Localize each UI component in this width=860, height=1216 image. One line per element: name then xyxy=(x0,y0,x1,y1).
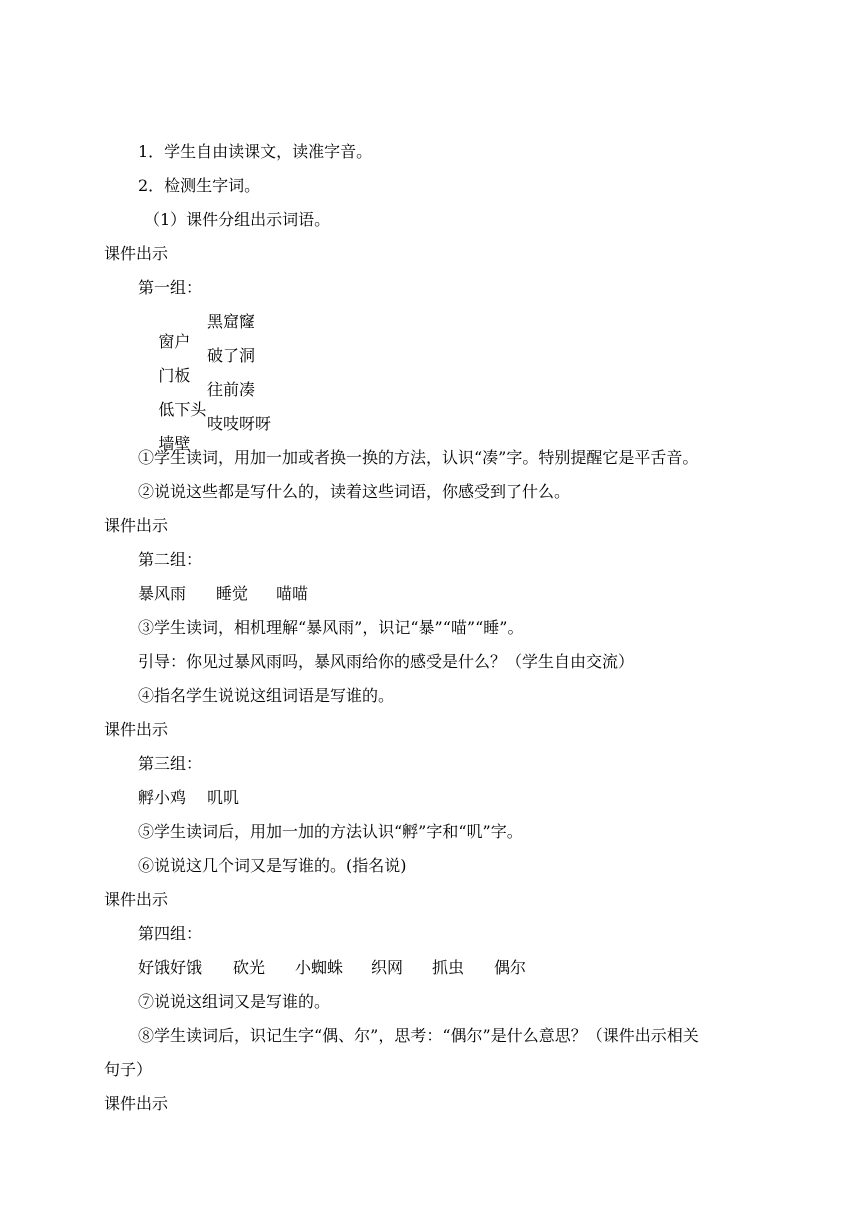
paragraph-item-5: ⑤学生读词后，用加一加的方法认识“孵”字和“叽”字。 xyxy=(138,822,523,841)
word: 砍光 xyxy=(233,958,266,977)
paragraph-item-2: ②说说这些都是写什么的，读着这些词语，你感受到了什么。 xyxy=(138,482,571,501)
courseware-label: 课件出示 xyxy=(104,890,169,909)
paragraph-substep-1: （1）课件分组出示词语。 xyxy=(144,210,331,229)
paragraph-item-8-continued: 句子） xyxy=(104,1060,153,1079)
word: 抓虫 xyxy=(432,958,465,977)
paragraph-guide: 引导：你见过暴风雨吗，暴风雨给你的感受是什么？（学生自由交流） xyxy=(138,652,635,671)
courseware-label: 课件出示 xyxy=(104,1094,169,1113)
paragraph-item-1: ①学生读词，用加一加或者换一换的方法，认识“凑”字。特别提醒它是平舌音。 xyxy=(138,448,699,467)
word: 黑窟窿 xyxy=(207,312,256,331)
word: 破了洞 xyxy=(207,346,256,365)
paragraph-item-8: ⑧学生读词后，识记生字“偶、尔”，思考：“偶尔”是什么意思？（课件出示相关 xyxy=(138,1026,699,1045)
word: 织网 xyxy=(371,958,404,977)
group-heading-1: 第一组： xyxy=(138,278,203,297)
courseware-label: 课件出示 xyxy=(104,244,169,263)
word: 喵喵 xyxy=(276,584,309,603)
word: 偶尔 xyxy=(494,958,527,977)
paragraph-step-2: 2．检测生字词。 xyxy=(138,176,261,195)
word: 孵小鸡 xyxy=(138,788,187,807)
courseware-label: 课件出示 xyxy=(104,720,169,739)
paragraph-item-4: ④指名学生说说这组词语是写谁的。 xyxy=(138,686,395,705)
word: 门板 xyxy=(158,366,191,385)
word: 小蜘蛛 xyxy=(295,958,344,977)
group-heading-4: 第四组： xyxy=(138,924,203,943)
word: 往前凑 xyxy=(207,380,256,399)
word: 窗户 xyxy=(158,332,191,351)
word: 好饿好饿 xyxy=(138,958,203,977)
group-heading-3: 第三组： xyxy=(138,754,203,773)
courseware-label: 课件出示 xyxy=(104,516,169,535)
paragraph-item-3: ③学生读词，相机理解“暴风雨”，识记“暴”“喵”“睡”。 xyxy=(138,618,524,637)
word: 墙壁 xyxy=(158,434,191,453)
word: 吱吱呀呀 xyxy=(207,414,272,433)
paragraph-item-6: ⑥说说这几个词又是写谁的。(指名说) xyxy=(138,856,407,875)
paragraph-item-7: ⑦说说这组词又是写谁的。 xyxy=(138,992,331,1011)
word: 暴风雨 xyxy=(138,584,187,603)
paragraph-step-1: 1．学生自由读课文，读准字音。 xyxy=(138,142,373,161)
word: 低下头 xyxy=(158,400,207,419)
word: 叽叽 xyxy=(207,788,240,807)
word: 睡觉 xyxy=(216,584,249,603)
group-heading-2: 第二组： xyxy=(138,550,203,569)
